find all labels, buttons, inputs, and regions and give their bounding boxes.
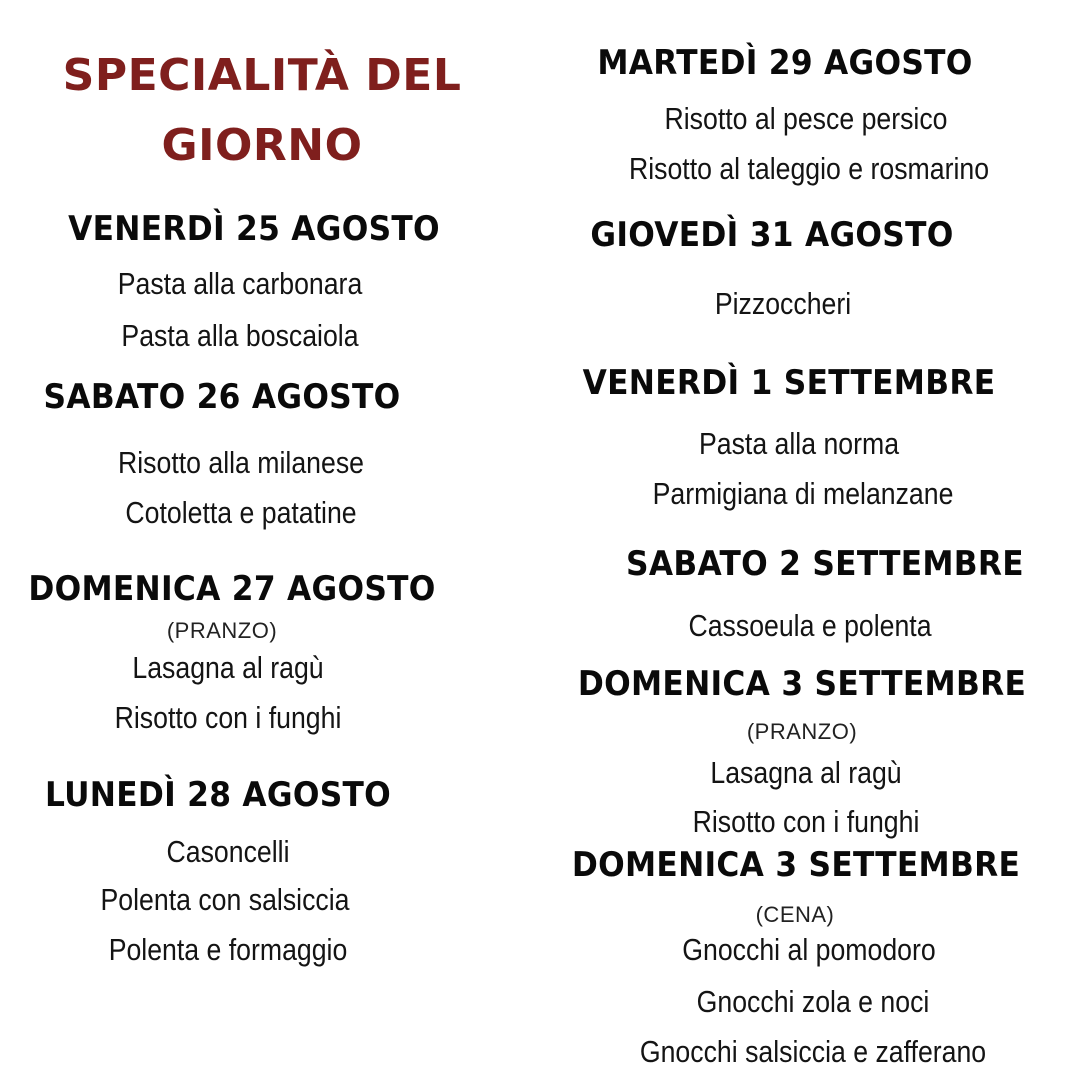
meal-note: (PRANZO) (166, 618, 278, 643)
dish-item: Lasagna al ragù (132, 650, 324, 685)
page-title-line-2: GIORNO (161, 120, 363, 171)
day-heading: VENERDÌ 1 SETTEMBRE (582, 363, 996, 403)
dish-item: Cassoeula e polenta (688, 608, 932, 643)
day-heading: VENERDÌ 25 AGOSTO (68, 209, 440, 249)
dish-item: Casoncelli (166, 834, 290, 869)
dish-item: Gnocchi salsiccia e zafferano (639, 1034, 987, 1069)
day-heading: DOMENICA 3 SETTEMBRE (571, 845, 1021, 885)
dish-item: Gnocchi al pomodoro (682, 932, 936, 967)
dish-item: Parmigiana di melanzane (652, 476, 954, 511)
dish-item: Risotto alla milanese (118, 445, 364, 480)
dish-item: Risotto al taleggio e rosmarino (628, 151, 990, 186)
page-title-line-1: SPECIALITÀ DEL (62, 50, 462, 101)
dish-item: Pasta alla norma (698, 426, 900, 461)
dish-item: Lasagna al ragù (710, 755, 902, 790)
dish-item: Pasta alla boscaiola (121, 318, 359, 353)
dish-item: Gnocchi zola e noci (696, 984, 930, 1019)
dish-item: Pizzoccheri (714, 286, 852, 321)
day-heading: MARTEDÌ 29 AGOSTO (597, 43, 973, 83)
day-heading: SABATO 2 SETTEMBRE (626, 544, 1024, 584)
meal-note: (CENA) (755, 902, 835, 927)
dish-item: Polenta con salsiccia (100, 882, 350, 917)
meal-note: (PRANZO) (746, 719, 858, 744)
dish-item: Risotto con i funghi (692, 804, 920, 839)
day-heading: GIOVEDÌ 31 AGOSTO (590, 215, 954, 255)
dish-item: Risotto con i funghi (114, 700, 342, 735)
dish-item: Pasta alla carbonara (117, 266, 363, 301)
day-heading: SABATO 26 AGOSTO (43, 377, 401, 417)
dish-item: Polenta e formaggio (108, 932, 348, 967)
dish-item: Cotoletta e patatine (125, 495, 357, 530)
dish-item: Risotto al pesce persico (664, 101, 948, 136)
day-heading: LUNEDÌ 28 AGOSTO (44, 775, 392, 815)
day-heading: DOMENICA 3 SETTEMBRE (577, 664, 1027, 704)
day-heading: DOMENICA 27 AGOSTO (28, 569, 436, 609)
